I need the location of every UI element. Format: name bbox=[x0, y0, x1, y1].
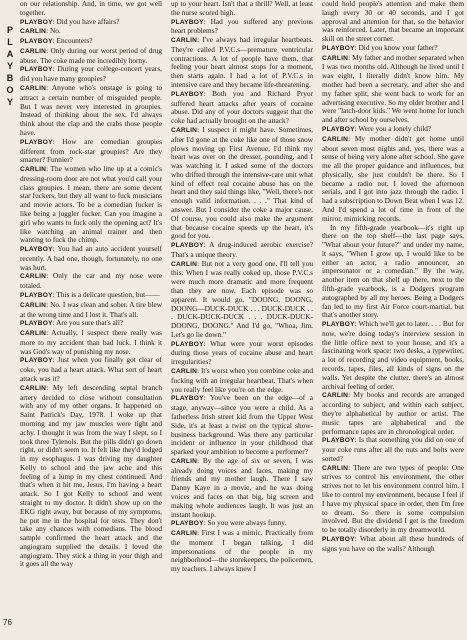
interview-paragraph bbox=[322, 224, 464, 321]
speaker-label: CARLIN bbox=[322, 54, 349, 62]
interview-paragraph: CARLIN: There are two types of people: One strives to control his environment, the other strives not to let his environment control him. I like to control my environment, because I feel if I have my physical space in order, then I'm free to dream. So there is some compulsion involved. But the dividend I get is the freedom to be totally disorderly in my dreamworld. bbox=[322, 462, 464, 535]
paragraph-text: Are you sure that's all? bbox=[56, 318, 124, 328]
speaker-label: PLAYBOY bbox=[322, 321, 355, 329]
text-column-1 bbox=[20, 0, 162, 569]
speaker-label: CARLIN bbox=[171, 260, 198, 268]
interview-paragraph: CARLIN: My left descending septal branch artery decided to close without consultation with any of my other organs. It happened on Saint Patrick's Day, 1978. I woke up that morning and my jaw muscles were tight and achy. I thought it was from the way I slept, so I took three Tylenols. But the pills didn't go down right, or didn't seem to. It felt like they'd lodged in my esophagus. I was driving my daughter Kelly to school and the jaw ache and this feeling of a lump in my chest continued. And that's when it hit me, Jesus, I'm having a heart attack. So I got Kelly to school and went straight to my doctor. It didn't show up on the EKG right away, but because of my symptoms, he put me in the hospital for tests. They don't take any chances with comedians. The blood sample confirmed the heart attack and the angiogram supplied the details. I loved the angiogram. They stick a thing in your thigh and it goes all the way bbox=[20, 382, 162, 569]
speaker-label: CARLIN bbox=[20, 273, 47, 281]
paragraph-text: In my fifth-grade yearbook—it's right up there on the top shelf—the last page says, "What about your future?" and under my name, it says, "When I grow up, I would like to be either an actor, a radio announcer, an impersonator or a comedian." By the way, another item on that shelf up there, next to the fifth-grade yearbook, is a Dodgers program autographed by all my heroes. Being a Dodgers fan led to my first Air Force court-martial, but that's another story. bbox=[322, 222, 464, 320]
interview-paragraph: CARLIN: My books and records are arranged according to subject, and within each subject, they're alphabetical by author or artist. The music tapes are alphabetical and the performance tapes are in chronological order. bbox=[322, 390, 464, 436]
interview-paragraph: PLAYBOY: Which we'll get to later. . . . But for now, we're doing today's interview session in the little office next to your house, and it's a fascinating work space: two desks, a typewriter, a lot of recording and video equipment, books, records, tapes, files, all kinds of signs on the walls. Yet despite the clutter, there's an almost archival feeling of order. bbox=[322, 319, 464, 391]
speaker-label: PLAYBOY bbox=[20, 138, 53, 146]
interview-paragraph: PLAYBOY: Had you suffered any previous heart problems? bbox=[171, 16, 313, 36]
paragraph-text: So you were always funny. bbox=[207, 518, 287, 528]
interview-paragraph: PLAYBOY: You had an auto accident yourself recently. A bad one, though, fortunately, no one was hurt. bbox=[20, 244, 162, 272]
paragraph-text: Encounters? bbox=[56, 36, 93, 46]
interview-paragraph: CARLIN: My mother didn't get home until about seven most nights and, yes, there was a sense of being very alone after school. She gave me all the proper guidance and influences, but physically, she just couldn't be there. So I became a radio nut. I loved the afternoon serials, and I got into jazz through the radio. I had a subscription to Down Beat when I was 12. And I'd spend a lot of time in front of the mirror, mimicking records. bbox=[322, 133, 464, 223]
paragraph-text: My mother didn't get home until about seven most nights and, yes, there was a sense of being very alone after school. She gave me all the proper guidance and influences, but physically, she just couldn't be there. So I became a radio nut. I loved the afternoon serials, and I got into jazz through the radio. I had a subscription to Down Beat when I was 12. And I'd spend a lot of time in front of the mirror, mimicking records. bbox=[322, 133, 464, 223]
page-number: 76 bbox=[3, 618, 12, 627]
paragraph-text: Just when you finally got clear of coke, you had a heart attack. What sort of heart attack was it? bbox=[20, 355, 162, 384]
sidebar-letter: B bbox=[6, 73, 14, 83]
interview-paragraph: PLAYBOY: What about all these hundreds of signs you have on the walls? Although bbox=[322, 533, 464, 553]
speaker-label: CARLIN bbox=[20, 384, 47, 392]
speaker-label: PLAYBOY bbox=[322, 125, 355, 133]
speaker-label: PLAYBOY bbox=[20, 292, 53, 299]
speaker-label: CARLIN bbox=[20, 301, 47, 309]
paragraph-text: No. I was clean and sober. A tire blew at the wrong time and I lost it. That's all. bbox=[20, 299, 163, 319]
section-sidebar-label bbox=[3, 24, 17, 108]
paragraph-text: You had an auto accident yourself recently. A bad one, though, fortunately, no one was hurt. bbox=[20, 244, 162, 272]
paragraph-text: During your college-concert years, did you have many groupies? bbox=[20, 64, 162, 84]
speaker-label: PLAYBOY bbox=[322, 437, 355, 445]
speaker-label: CARLIN bbox=[20, 85, 47, 93]
speaker-label: CARLIN bbox=[171, 530, 198, 538]
paragraph-text: Anyone who's onstage is going to attract a certain number of misguided people. But I was never very interested in groupies. Instead of thinking about the sex, I'd always think about the clap and the crabs those people have. bbox=[20, 83, 162, 137]
paragraph-text: My books and records are arranged according to subject, and within each subject, they're alphabetical by author or artist. The music tapes are alphabetical and the performance tapes are in chronological order. bbox=[322, 390, 464, 436]
sidebar-letter: P bbox=[6, 25, 13, 35]
sidebar-letter: Y bbox=[6, 97, 13, 107]
interview-paragraph: CARLIN: First I was a mimic. Practically from the moment I began talking, I did impersonations of the people in my neighborhood—the storekeepers, the policemen, my teachers. I always knew I bbox=[171, 528, 313, 574]
sidebar-letter: Y bbox=[6, 61, 13, 71]
paragraph-text: Did you have affairs? bbox=[56, 16, 120, 26]
paragraph-text: First I was a mimic. Practically from the moment I began talking, I did impersonations of the people in my neighborhood—the storekeepers, the policemen, my teachers. I always knew I bbox=[171, 528, 313, 574]
paragraph-text: Only the car and my nose were totaled. bbox=[20, 271, 162, 291]
text-column-2 bbox=[171, 0, 313, 574]
speaker-label: CARLIN bbox=[20, 28, 47, 36]
paragraph-text: Which we'll get to later. . . . But for now, we're doing today's interview session in the little office next to your house, and it's a fascinating work space: two desks, a typewriter, a lot of recording and video equipment, books, records, tapes, files, all kinds of signs on the walls. Yet despite the clutter, there's an almost archival feeling of order. bbox=[322, 319, 464, 391]
paragraph-text: Were you a lonely child? bbox=[358, 123, 432, 133]
paragraph-text: By the age of six or seven, I was already doing voices and faces, making my friends and my mother laugh. There I saw Danny Kaye in a movie, and he was doing voices and faces on that big, big screen and making whole audiences laugh. It was just an instant hookup. bbox=[171, 455, 313, 519]
paragraph-text: Both you and Richard Pryor suffered heart attacks after years of cocaine abuse. Did any of your doctors suggest that the coke had actually brought on the attack? bbox=[171, 88, 313, 126]
sidebar-letter: A bbox=[6, 49, 14, 59]
paragraph-text: This is a delicate question, but—— bbox=[56, 290, 160, 299]
interview-paragraph bbox=[20, 0, 162, 18]
paragraph-text: The women who line up at a comic's dressing-room door are not what you'd call your class groupies. I mean, there are some decent star fuckers, but they all want to fuck musicians and movie actors. To be a comedian fucker is like being a juggler fucker. Can you imagine a girl who wants to fuck only the opening act? It's like watching an animal trainer and then wanting to fuck the chimp. bbox=[20, 164, 162, 245]
paragraph-text: No. bbox=[49, 26, 61, 36]
speaker-label: PLAYBOY bbox=[20, 320, 53, 328]
interview-paragraph: CARLIN: By the age of six or seven, I was already doing voices and faces, making my friends and my mother laugh. There I saw Danny Kaye in a movie, and he was doing voices and faces on that big, big screen and making whole audiences laugh. It was just an instant hookup. bbox=[171, 455, 313, 519]
paragraph-text: I suspect it might have. Sometimes, after I'd gone at the coke like one of those snow plows moving up First Avenue, I'd think my heart was over on the dresser, pounding, and I was watching it. I asked some of the doctors who drifted through the intensive-care unit what kind of effect real cocaine abuse has on the heart and they said things like, "Well, there's not enough valid information. . . ." That kind of answer. But I consider the coke a major cause. Of course, you could also make the argument that because cocaine speeds up the heart, it's good for you. bbox=[171, 124, 313, 241]
paragraph-text: up to your heart. Isn't that a thrill? Well, at least the nurse scored high. bbox=[171, 0, 313, 17]
interview-paragraph: PLAYBOY: What were your worst episodes during those years of cocaine abuse and heart irregularities? bbox=[171, 338, 313, 367]
paragraph-text: Only during our worst period of drug abuse. The coke made me incredibly horny. bbox=[20, 45, 162, 65]
speaker-label: PLAYBOY bbox=[171, 395, 204, 403]
sidebar-letter: L bbox=[7, 37, 13, 47]
interview-paragraph: PLAYBOY: Is that something you did on one of your coke runs after all the nuts and bolts were sorted? bbox=[322, 435, 464, 463]
interview-paragraph: PLAYBOY: Did you know your father? bbox=[322, 42, 438, 52]
speaker-label: CARLIN bbox=[171, 457, 198, 465]
interview-paragraph: CARLIN: No. I was clean and sober. A tire blew at the wrong time and I lost it. That's all. bbox=[20, 299, 163, 319]
paragraph-text: But not a very good one. I'll tell you this: When I was really coked up, those P.V.C.s were much more dramatic and more frequent than they are now. Each episode was so apparent. It would go, "DOONG, DOONG, DOONG—DUCK-DUCK . . . DUCK-DUCK . . . DUCK-DUCK-DUCK . . . DUCK-DUCK-DOONG, DOONG." And I'd go, "Whoa, Jim. Let's go lie down." bbox=[171, 258, 313, 339]
interview-paragraph: PLAYBOY: Did you have affairs? bbox=[20, 16, 120, 26]
speaker-label: PLAYBOY bbox=[20, 38, 53, 46]
speaker-label: CARLIN bbox=[322, 464, 349, 472]
speaker-label: CARLIN bbox=[322, 392, 349, 400]
interview-paragraph: CARLIN: But not a very good one. I'll tell you this: When I was really coked up, those P.V.C.s were much more dramatic and more frequent than they are now. Each episode was so apparent. It would go, "DOONG, DOONG, DOONG—DUCK-DUCK . . . DUCK-DUCK . . . DUCK-DUCK-DUCK . . . DUCK-DUCK-DOONG, DOONG." And I'd go, "Whoa, Jim. Let's go lie down." bbox=[171, 258, 313, 339]
paragraph-text: My left descending septal branch artery decided to close without consultation with any of my other organs. It happened on Saint Patrick's Day, 1978. I woke up that morning and my jaw muscles were tight and achy. I thought it was from the way I slept, so I took three Tylenols. But the pills didn't go down right, or didn't seem to. It felt like they'd lodged in my esophagus. I was driving my daughter Kelly to school and the jaw ache and this feeling of a lump in my chest continued. And that's when it hit me, Jesus, I'm having a heart attack. So I got Kelly to school and went straight to my doctor. It didn't show up on the EKG right away, but because of my symptoms, he put me in the hospital for tests. They don't take any chances with comedians. The blood sample confirmed the heart attack and the angiogram supplied the details. I loved the angiogram. They stick a thing in your thigh and it goes all the way bbox=[20, 382, 162, 569]
interview-paragraph: CARLIN: Only during our worst period of drug abuse. The coke made me incredibly horny. bbox=[20, 45, 162, 65]
interview-paragraph: CARLIN: The women who line up at a comic's dressing-room door are not what you'd call your class groupies. I mean, there are some decent star fuckers, but they all want to fuck musicians and movie actors. To be a comedian fucker is like being a juggler fucker. Can you imagine a girl who wants to fuck only the opening act? It's like watching an animal trainer and then wanting to fuck the chimp. bbox=[20, 164, 162, 245]
interview-paragraph: CARLIN: Actually, I suspect there really was more to my accident than bad luck. I think it was God's way of punishing my nose. bbox=[20, 328, 162, 356]
interview-paragraph: PLAYBOY: Encounters? bbox=[20, 36, 93, 46]
speaker-label: CARLIN bbox=[171, 126, 198, 134]
interview-paragraph: CARLIN: Only the car and my nose were totaled. bbox=[20, 271, 162, 291]
paragraph-text: How are comedian groupies different from rock-star groupies? Are they smarter? Funnier? bbox=[20, 136, 162, 165]
interview-body bbox=[20, 0, 464, 632]
interview-paragraph: PLAYBOY: Both you and Richard Pryor suffered heart attacks after years of cocaine abuse. Did any of your doctors suggest that the coke had actually brought on the attack? bbox=[171, 88, 313, 126]
interview-paragraph: PLAYBOY: You've been on the edge—of a stage, anyway—since you were a child. As a fatherless Irish street kid from the Upper West Side, it's at least a twist on the typical show-business background. Was there any particular incident or influence in your childhood that sparked your ambition to become a performer? bbox=[171, 393, 313, 457]
speaker-label: PLAYBOY bbox=[171, 18, 204, 26]
paragraph-text: There are two types of people: One strives to control his environment, the other strives not to let his environment control him. I like to control my environment, because I feel if I have my physical space in order, then I'm free to dream. So there is some compulsion involved. But the dividend I get is the freedom to be totally disorderly in my dreamworld. bbox=[322, 462, 464, 535]
interview-paragraph: PLAYBOY: Are you sure that's all? bbox=[20, 318, 124, 328]
sidebar-letter: O bbox=[6, 85, 14, 95]
interview-paragraph: CARLIN: My father and mother separated when I was two months old. Although he lived until I was eight, I literally didn't know him. My mother had been a secretary, and after she and my father split, she went back to work for an advertising executive. So my older brother and I were "latch-door kids." We went home for lunch and after school by ourselves. bbox=[322, 52, 464, 125]
interview-paragraph: PLAYBOY: So you were always funny. bbox=[171, 518, 287, 528]
speaker-label: PLAYBOY bbox=[171, 242, 204, 250]
paragraph-text: I've always had irregular heartbeats. They're called P.V.C.s—premature ventricular contractions. A lot of people have them, that feeling your heart almost stops for a moment, then starts again. I had a lot of P.V.C.s in intensive care and they became life-threatening. bbox=[171, 35, 313, 90]
paragraph-text: My father and mother separated when I was two months old. Although he lived until I was eight, I literally didn't know him. My mother had been a secretary, and after she and my father split, she went back to work for an advertising executive. So my older brother and I were "latch-door kids." We went home for lunch and after school by ourselves. bbox=[322, 52, 464, 125]
paragraph-text: You've been on the edge—of a stage, anyway—since you were a child. As a fatherless Irish street kid from the Upper West Side, it's at least a twist on the typical show-business background. Was there any particular incident or influence in your childhood that sparked your ambition to become a performer? bbox=[171, 393, 313, 457]
interview-paragraph: PLAYBOY: This is a delicate question, but—— bbox=[20, 290, 160, 299]
paragraph-text: What were your worst episodes during those years of cocaine abuse and heart irregularities? bbox=[171, 338, 313, 367]
text-column-3 bbox=[322, 0, 464, 553]
speaker-label: PLAYBOY bbox=[20, 66, 53, 74]
speaker-label: PLAYBOY bbox=[171, 90, 204, 98]
speaker-label: CARLIN bbox=[322, 135, 349, 143]
paragraph-text: Actually, I suspect there really was more to my accident than bad luck. I think it was God's way of punishing my nose. bbox=[20, 328, 162, 356]
interview-paragraph: PLAYBOY: During your college-concert years, did you have many groupies? bbox=[20, 64, 162, 84]
paragraph-text: What about all these hundreds of signs you have on the walls? Although bbox=[322, 533, 464, 553]
speaker-label: CARLIN bbox=[20, 47, 47, 55]
paragraph-text: on our relationship. And, in time, we got well together. bbox=[20, 0, 162, 17]
speaker-label: CARLIN bbox=[20, 166, 47, 174]
speaker-label: PLAYBOY bbox=[20, 18, 53, 26]
paragraph-text: Is that something you did on one of your coke runs after all the nuts and bolts were sorted? bbox=[322, 435, 464, 463]
interview-paragraph: PLAYBOY: Were you a lonely child? bbox=[322, 123, 432, 133]
paragraph-text: Did you know your father? bbox=[358, 42, 438, 52]
interview-paragraph: CARLIN: No. bbox=[20, 26, 61, 36]
speaker-label: PLAYBOY bbox=[171, 340, 204, 348]
paragraph-text: Had you suffered any previous heart problems? bbox=[171, 16, 313, 36]
paragraph-text: could hold people's attention and make them laugh every 30 or 40 seconds, and I got approval and attention for that, so the behavior was reinforced. Later, that became an important skill on the street corner. bbox=[322, 0, 464, 44]
speaker-label: CARLIN bbox=[171, 368, 198, 376]
speaker-label: CARLIN bbox=[171, 37, 198, 45]
interview-paragraph: CARLIN: It's worst when you combine coke and fucking with an irregular heartbeat. That's when you really feel like you're on the edge. bbox=[171, 366, 313, 394]
speaker-label: PLAYBOY bbox=[171, 520, 204, 528]
interview-paragraph: CARLIN: Anyone who's onstage is going to attract a certain number of misguided people. But I was never very interested in groupies. Instead of thinking about the sex, I'd always think about the clap and the crabs those people have. bbox=[20, 83, 162, 137]
interview-paragraph: CARLIN: I've always had irregular heartbeats. They're called P.V.C.s—premature ventricular contractions. A lot of people have them, that feeling your heart almost stops for a moment, then starts again. I had a lot of P.V.C.s in intensive care and they became life-threatening. bbox=[171, 35, 313, 90]
paragraph-text: It's worst when you combine coke and fucking with an irregular heartbeat. That's when you really feel like you're on the edge. bbox=[171, 366, 313, 394]
paragraph-text: A drug-induced aerobic exercise? That's a unique theory. bbox=[171, 240, 313, 259]
speaker-label: PLAYBOY bbox=[322, 535, 355, 543]
interview-paragraph: PLAYBOY: How are comedian groupies different from rock-star groupies? Are they smarter? Funnier? bbox=[20, 136, 162, 165]
speaker-label: PLAYBOY bbox=[322, 44, 355, 52]
speaker-label: PLAYBOY bbox=[20, 357, 53, 365]
interview-paragraph: PLAYBOY: Just when you finally got clear of coke, you had a heart attack. What sort of heart attack was it? bbox=[20, 355, 162, 384]
interview-paragraph: CARLIN: I suspect it might have. Sometimes, after I'd gone at the coke like one of those snow plows moving up First Avenue, I'd think my heart was over on the dresser, pounding, and I was watching it. I asked some of the doctors who drifted through the intensive-care unit what kind of effect real cocaine abuse has on the heart and they said things like, "Well, there's not enough valid information. . . ." That kind of answer. But I consider the coke a major cause. Of course, you could also make the argument that because cocaine speeds up the heart, it's good for you. bbox=[171, 124, 313, 241]
speaker-label: PLAYBOY bbox=[20, 246, 53, 254]
speaker-label: CARLIN bbox=[20, 330, 47, 338]
interview-paragraph bbox=[171, 0, 313, 18]
interview-paragraph: PLAYBOY: A drug-induced aerobic exercise? That's a unique theory. bbox=[171, 240, 313, 259]
interview-paragraph bbox=[322, 0, 464, 44]
